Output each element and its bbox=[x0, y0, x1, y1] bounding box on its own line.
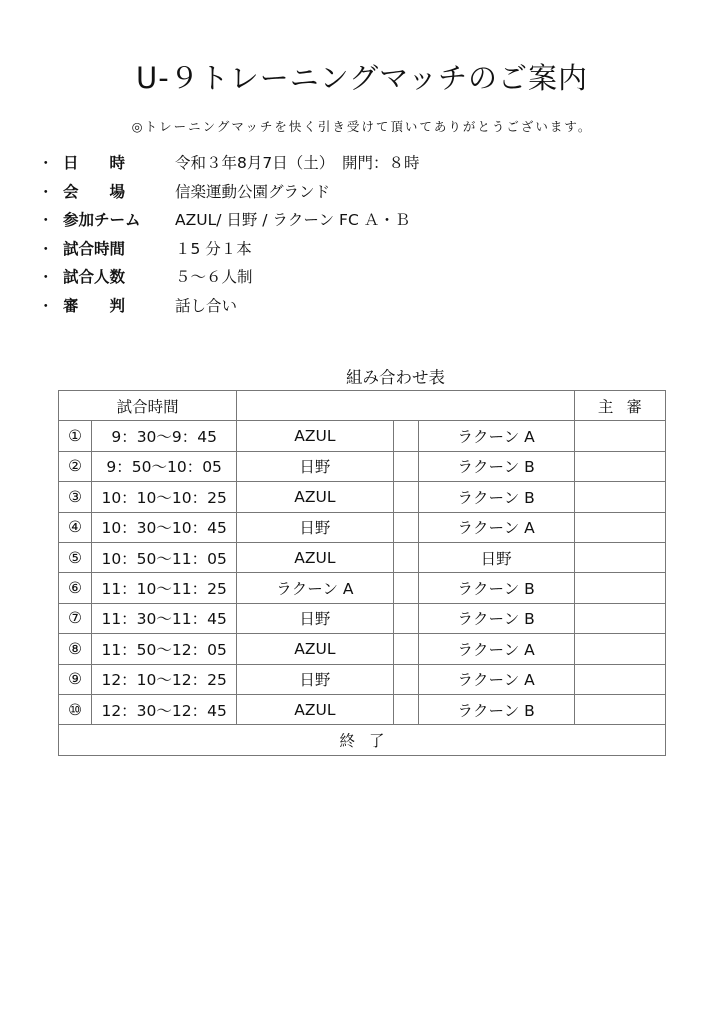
versus-divider bbox=[393, 603, 418, 633]
match-number: ① bbox=[59, 421, 92, 451]
versus-divider bbox=[393, 634, 418, 664]
team-b: ラクーン B bbox=[418, 603, 574, 633]
match-number: ⑥ bbox=[59, 573, 92, 603]
table-row bbox=[59, 542, 666, 572]
referee-cell bbox=[574, 573, 665, 603]
bullet: ・ bbox=[38, 239, 54, 258]
end-label: 終了 bbox=[59, 725, 666, 755]
info-label: 試合人数 bbox=[63, 268, 126, 287]
info-value: AZUL/ 日野 / ラクーン FC Ａ・Ｂ bbox=[175, 211, 411, 230]
match-number: ③ bbox=[59, 482, 92, 512]
match-number: ⑤ bbox=[59, 542, 92, 572]
table-row bbox=[59, 603, 666, 633]
match-number: ⑧ bbox=[59, 634, 92, 664]
team-b: 日野 bbox=[418, 542, 574, 572]
team-a: AZUL bbox=[237, 482, 393, 512]
table-row bbox=[59, 451, 666, 481]
info-value: 話し合い bbox=[175, 296, 238, 315]
match-number: ② bbox=[59, 451, 92, 481]
versus-divider bbox=[393, 451, 418, 481]
table-row bbox=[59, 421, 666, 451]
versus-divider bbox=[393, 694, 418, 724]
info-value: 信楽運動公園グランド bbox=[175, 182, 331, 201]
match-time: 11：10～11：25 bbox=[92, 573, 237, 603]
team-a: AZUL bbox=[237, 694, 393, 724]
referee-cell bbox=[574, 421, 665, 451]
versus-divider bbox=[393, 573, 418, 603]
versus-divider bbox=[393, 421, 418, 451]
versus-divider bbox=[393, 482, 418, 512]
table-caption: 組み合わせ表 bbox=[346, 368, 445, 387]
bullet: ・ bbox=[38, 154, 54, 172]
match-time: 9：30～9：45 bbox=[92, 421, 237, 451]
referee-cell bbox=[574, 664, 665, 694]
referee-cell bbox=[574, 451, 665, 481]
bullet: ・ bbox=[38, 211, 54, 230]
team-a: 日野 bbox=[237, 664, 393, 694]
info-label: 試合時間 bbox=[63, 239, 126, 258]
team-b: ラクーン A bbox=[418, 664, 574, 694]
match-time: 11：30～11：45 bbox=[92, 603, 237, 633]
team-a: AZUL bbox=[237, 634, 393, 664]
bullet: ・ bbox=[38, 268, 54, 287]
info-label: 会 場 bbox=[63, 182, 126, 201]
team-a: 日野 bbox=[237, 603, 393, 633]
match-schedule-table bbox=[58, 390, 666, 756]
team-b: ラクーン A bbox=[418, 512, 574, 542]
match-number: ④ bbox=[59, 512, 92, 542]
info-label: 参加チーム bbox=[63, 211, 141, 230]
match-number: ⑦ bbox=[59, 603, 92, 633]
team-a: ラクーン A bbox=[237, 573, 393, 603]
table-row bbox=[59, 694, 666, 724]
info-value: １5 分１本 bbox=[175, 239, 252, 258]
info-label: 日 時 bbox=[63, 154, 126, 172]
team-b: ラクーン A bbox=[418, 634, 574, 664]
info-value: ５～６人制 bbox=[175, 268, 253, 287]
table-row bbox=[59, 634, 666, 664]
versus-divider bbox=[393, 542, 418, 572]
match-number: ⑩ bbox=[59, 694, 92, 724]
match-time: 10：30～10：45 bbox=[92, 512, 237, 542]
team-a: AZUL bbox=[237, 421, 393, 451]
team-a: 日野 bbox=[237, 451, 393, 481]
referee-cell bbox=[574, 634, 665, 664]
table-row bbox=[59, 482, 666, 512]
team-a: 日野 bbox=[237, 512, 393, 542]
table-header-row bbox=[59, 391, 666, 421]
bullet: ・ bbox=[38, 182, 54, 201]
versus-divider bbox=[393, 664, 418, 694]
team-b: ラクーン B bbox=[418, 482, 574, 512]
team-b: ラクーン A bbox=[418, 421, 574, 451]
match-time: 12：30～12：45 bbox=[92, 694, 237, 724]
team-b: ラクーン B bbox=[418, 573, 574, 603]
team-a: AZUL bbox=[237, 542, 393, 572]
match-time: 12：10～12：25 bbox=[92, 664, 237, 694]
table-row bbox=[59, 512, 666, 542]
versus-divider bbox=[393, 512, 418, 542]
table-end-row bbox=[59, 725, 666, 755]
info-value: 令和３年8月7日（土） 開門：８時 bbox=[175, 154, 420, 172]
match-time: 10：10～10：25 bbox=[92, 482, 237, 512]
referee-cell bbox=[574, 603, 665, 633]
match-time: 10：50～11：05 bbox=[92, 542, 237, 572]
header-time: 試合時間 bbox=[59, 391, 237, 421]
referee-cell bbox=[574, 694, 665, 724]
bullet: ・ bbox=[38, 296, 54, 315]
header-matchup bbox=[237, 391, 575, 421]
page-title: U-９トレーニングマッチのご案内 bbox=[136, 61, 588, 95]
match-time: 11：50～12：05 bbox=[92, 634, 237, 664]
match-number: ⑨ bbox=[59, 664, 92, 694]
thanks-message: ◎トレーニングマッチを快く引き受けて頂いてありがとうございます。 bbox=[131, 119, 593, 134]
referee-cell bbox=[574, 512, 665, 542]
header-referee: 主審 bbox=[574, 391, 665, 421]
table-row bbox=[59, 664, 666, 694]
team-b: ラクーン B bbox=[418, 694, 574, 724]
info-label: 審 判 bbox=[63, 296, 126, 315]
referee-cell bbox=[574, 542, 665, 572]
team-b: ラクーン B bbox=[418, 451, 574, 481]
table-row bbox=[59, 573, 666, 603]
match-time: 9：50～10：05 bbox=[92, 451, 237, 481]
referee-cell bbox=[574, 482, 665, 512]
